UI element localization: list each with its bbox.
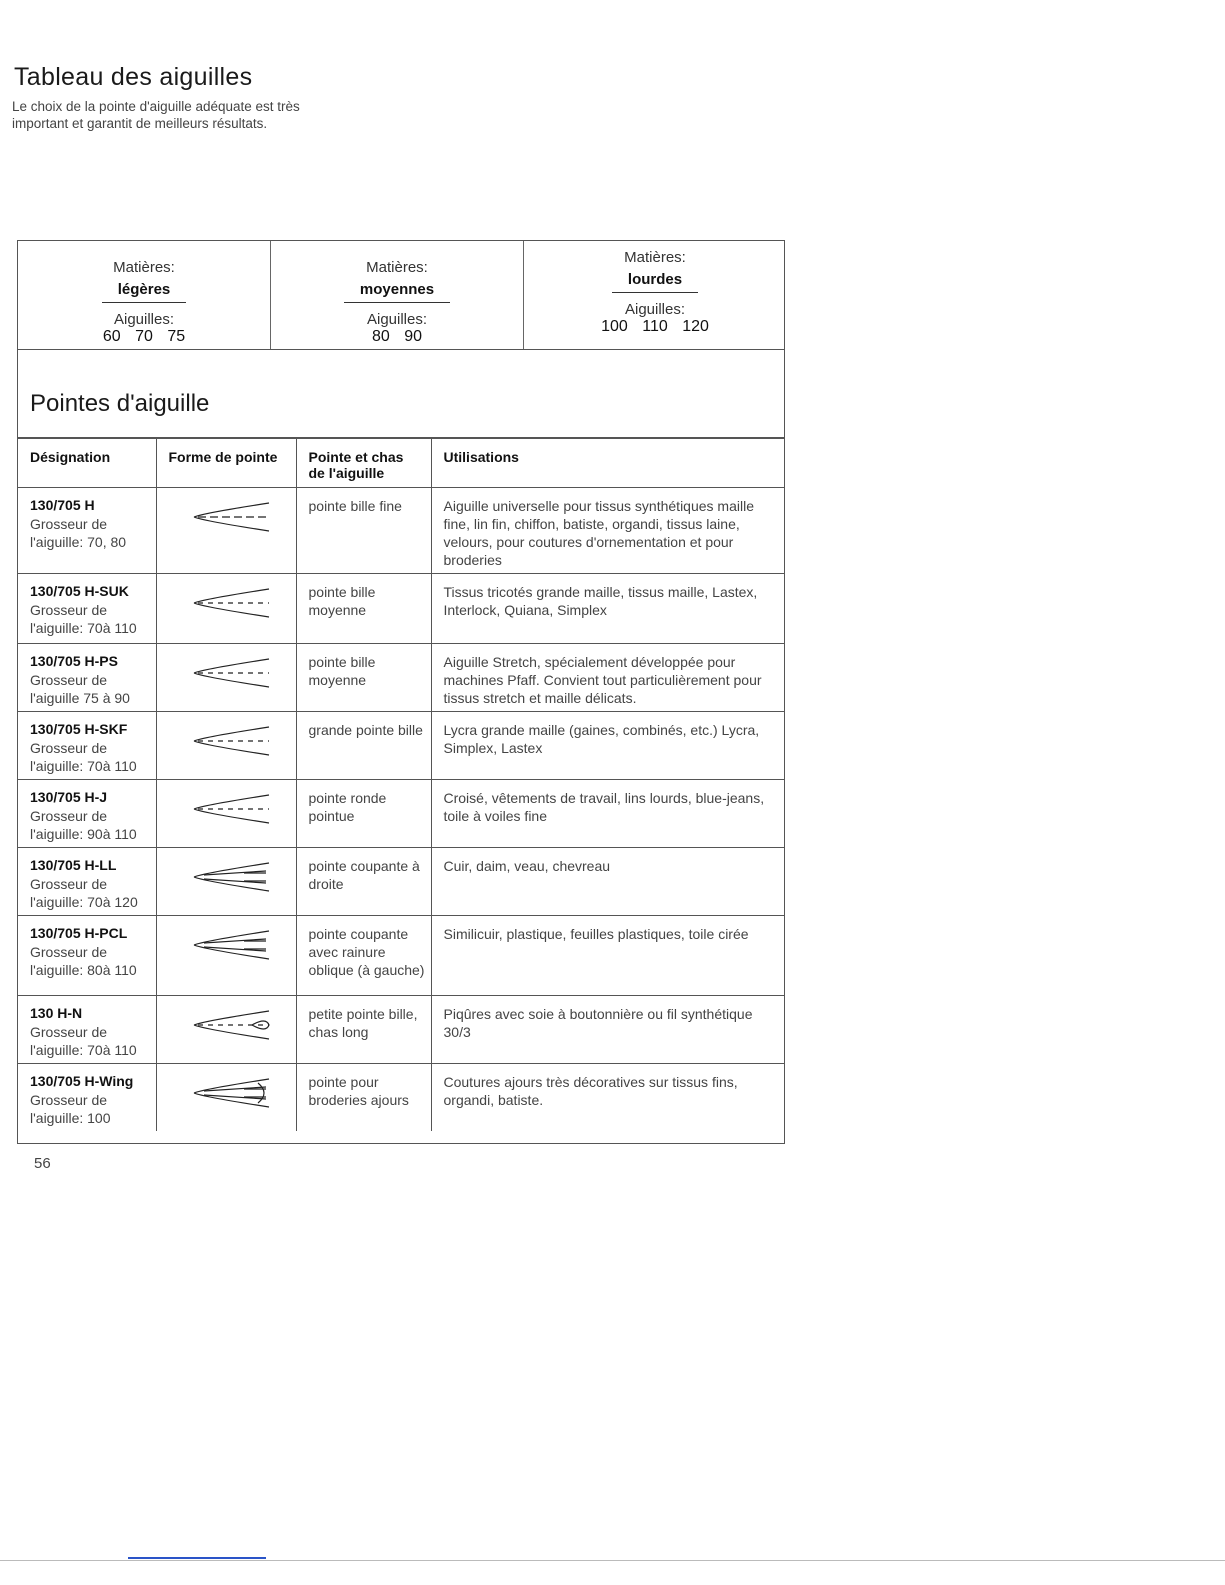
needle-sizes: 80 90 (371, 328, 423, 345)
table-row (18, 488, 784, 574)
needle-size: l'aiguille: 90à 110 (30, 826, 137, 842)
point-shape-cell (156, 916, 296, 996)
column-header: Désignation (18, 439, 156, 488)
point-shape-cell (156, 1064, 296, 1132)
intro-line: Le choix de la pointe d'aiguille adéquate est très (12, 99, 300, 114)
materials-weight: moyennes (344, 281, 450, 303)
needle-point-medium-ball-icon (174, 583, 284, 623)
needle-code: 130/705 H-PCL (30, 925, 128, 941)
uses-description: Lycra grande maille (gaines, combinés, etc.) Lycra, Simplex, Lastex (431, 712, 784, 780)
uses-description: Cuir, daim, veau, chevreau (431, 848, 784, 916)
uses-description: Coutures ajours très décoratives sur tissus fins, organdi, batiste. (431, 1064, 784, 1132)
designation-cell (18, 996, 156, 1064)
point-shape-cell (156, 574, 296, 644)
table-row (18, 848, 784, 916)
designation-cell (18, 916, 156, 996)
column-header: Forme de pointe (156, 439, 296, 488)
needle-sizes: 100 110 120 (601, 318, 709, 335)
needle-size: Grosseur de (30, 944, 108, 960)
point-shape-cell (156, 644, 296, 712)
needle-table (18, 438, 784, 1131)
intro-paragraph (12, 98, 412, 132)
needle-size: l'aiguille: 70à 110 (30, 758, 137, 774)
needles-label: Aiguilles: (113, 311, 175, 328)
needle-point-cutting-icon (174, 857, 284, 897)
needle-size: Grosseur de (30, 672, 108, 688)
needle-sizes: 60 70 75 (102, 328, 186, 345)
uses-description: Similicuir, plastique, feuilles plastiques, toile cirée (431, 916, 784, 996)
point-description: pointe bille moyenne (296, 644, 431, 712)
designation-cell (18, 848, 156, 916)
footer-divider (0, 1560, 1225, 1561)
point-description: pointe ronde pointue (296, 780, 431, 848)
needle-point-large-ball-icon (174, 721, 284, 761)
point-description: petite pointe bille, chas long (296, 996, 431, 1064)
needle-chart (17, 240, 785, 1144)
point-shape-cell (156, 848, 296, 916)
designation-cell (18, 574, 156, 644)
designation-cell (18, 780, 156, 848)
section-title: Pointes d'aiguille (18, 350, 784, 438)
needle-point-fine-ball-icon (174, 497, 284, 537)
needle-point-sharp-icon (174, 789, 284, 829)
needle-size: l'aiguille: 70à 110 (30, 1042, 137, 1058)
needles-label: Aiguilles: (366, 311, 428, 328)
needles-label: Aiguilles: (624, 301, 686, 318)
needle-code: 130/705 H-LL (30, 857, 117, 873)
needle-size: l'aiguille 75 à 90 (30, 690, 130, 706)
table-row (18, 916, 784, 996)
designation-cell (18, 488, 156, 574)
needle-point-wing-icon (174, 1073, 284, 1113)
point-shape-cell (156, 488, 296, 574)
table-header-row (18, 439, 784, 488)
needle-size: Grosseur de (30, 808, 108, 824)
needle-size: Grosseur de (30, 1092, 108, 1108)
needle-point-stretch-icon (174, 653, 284, 693)
point-description: pointe coupante à droite (296, 848, 431, 916)
materials-label: Matières: (624, 249, 686, 266)
point-description: pointe bille moyenne (296, 574, 431, 644)
uses-description: Piqûres avec soie à boutonnière ou fil synthétique 30/3 (431, 996, 784, 1064)
needle-size: Grosseur de (30, 876, 108, 892)
needle-size: Grosseur de (30, 602, 108, 618)
materials-light (18, 241, 270, 349)
needle-size: l'aiguille: 70, 80 (30, 534, 127, 550)
needle-code: 130/705 H-J (30, 789, 108, 805)
materials-heavy (523, 241, 786, 349)
needle-size: l'aiguille: 70à 110 (30, 620, 137, 636)
needle-code: 130/705 H-SUK (30, 583, 129, 599)
needle-size: Grosseur de (30, 516, 108, 532)
point-description: grande pointe bille (296, 712, 431, 780)
needle-point-long-eye-icon (174, 1005, 284, 1045)
designation-cell (18, 644, 156, 712)
table-row (18, 574, 784, 644)
uses-description: Aiguille Stretch, spécialement développée pour machines Pfaff. Convient tout particulièrement pour tissus stretch et maille délicats. (431, 644, 784, 712)
needle-size: l'aiguille: 100 (30, 1110, 111, 1126)
materials-weight: légères (102, 281, 187, 303)
point-description: pointe pour broderies ajours (296, 1064, 431, 1132)
materials-medium (270, 241, 523, 349)
intro-line: important et garantit de meilleurs résultats. (12, 116, 268, 131)
table-row (18, 996, 784, 1064)
needle-code: 130/705 H-Wing (30, 1073, 134, 1089)
designation-cell (18, 712, 156, 780)
column-header: Utilisations (431, 439, 784, 488)
point-description: pointe bille fine (296, 488, 431, 574)
table-row (18, 1064, 784, 1132)
page-number: 56 (34, 1155, 51, 1172)
materials-label: Matières: (366, 259, 428, 276)
needle-size: l'aiguille: 80à 110 (30, 962, 137, 978)
uses-description: Tissus tricotés grande maille, tissus maille, Lastex, Interlock, Quiana, Simplex (431, 574, 784, 644)
point-shape-cell (156, 780, 296, 848)
uses-description: Croisé, vêtements de travail, lins lourds, blue-jeans, toile à voiles fine (431, 780, 784, 848)
needle-point-cutting-groove-icon (174, 925, 284, 965)
needle-code: 130/705 H-PS (30, 653, 118, 669)
needle-size: l'aiguille: 70à 120 (30, 894, 138, 910)
table-row (18, 780, 784, 848)
point-shape-cell (156, 712, 296, 780)
page-title: Tableau des aiguilles (14, 62, 253, 91)
table-row (18, 644, 784, 712)
designation-cell (18, 1064, 156, 1132)
needle-size: Grosseur de (30, 740, 108, 756)
needle-code: 130/705 H (30, 497, 95, 513)
materials-label: Matières: (113, 259, 175, 276)
materials-header (18, 241, 784, 350)
needle-code: 130/705 H-SKF (30, 721, 128, 737)
needle-size: Grosseur de (30, 1024, 108, 1040)
point-shape-cell (156, 996, 296, 1064)
column-header: Pointe et chas de l'aiguille (296, 439, 431, 488)
uses-description: Aiguille universelle pour tissus synthétiques maille fine, lin fin, chiffon, batiste, organdi, tissus laine, velours, pour coutures d'ornementation et pour broderies (431, 488, 784, 574)
table-row (18, 712, 784, 780)
point-description: pointe coupante avec rainure oblique (à gauche) (296, 916, 431, 996)
materials-weight: lourdes (612, 271, 698, 293)
footer-link-underline (128, 1557, 266, 1559)
needle-code: 130 H-N (30, 1005, 83, 1021)
